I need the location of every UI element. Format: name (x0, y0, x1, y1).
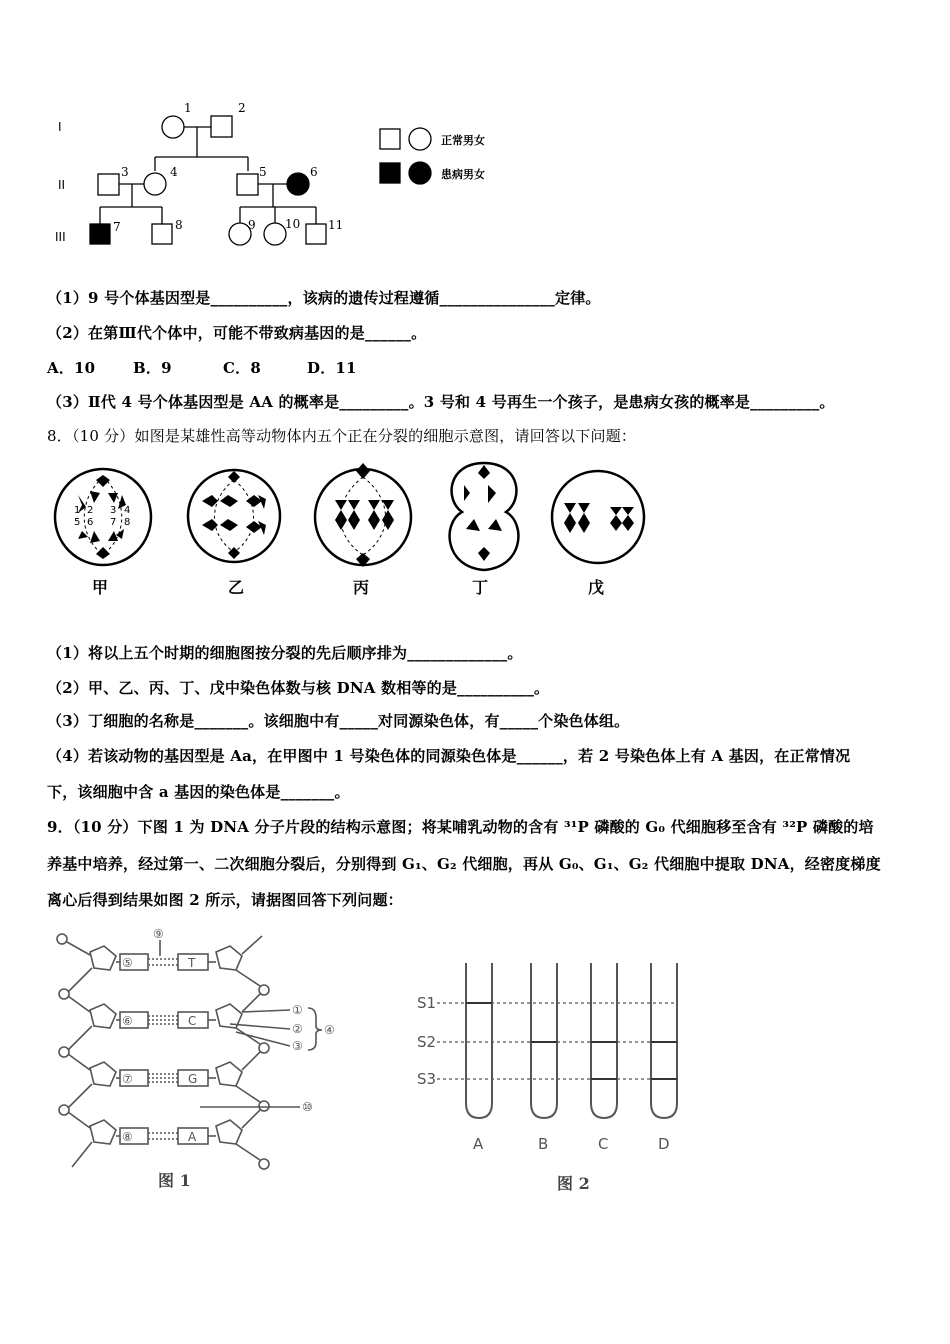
pedigree-individual-3 (98, 174, 119, 195)
generation-label: I (58, 120, 62, 134)
q9-stem-line3: 离心后得到结果如图 2 所示，请据图回答下列问题： (47, 891, 403, 909)
pedigree-individual-7 (90, 224, 110, 244)
pedigree-individual-10 (264, 223, 286, 245)
option-b: B．9 (133, 359, 172, 377)
q8-part1: （1）将以上五个时期的细胞图按分裂的先后顺序排为_____________。 (47, 644, 523, 662)
chromosome-number: 2 (87, 505, 94, 516)
dna-structure-figure (50, 922, 360, 1197)
pedigree-individual-4 (144, 173, 166, 195)
chromosome-number: 6 (87, 517, 94, 528)
figure1-caption: 图 1 (158, 1171, 191, 1190)
tube-label-d: D (658, 1135, 670, 1153)
individual-number: 9 (248, 218, 256, 232)
circled-label: ③ (292, 1039, 303, 1053)
individual-number: 10 (285, 217, 301, 231)
individual-number: 6 (310, 165, 318, 179)
cell-bing (315, 469, 411, 565)
option-d: D．11 (307, 359, 357, 377)
generation-label: II (58, 178, 66, 192)
chromosome-number: 7 (110, 517, 117, 528)
level-label-s2: S2 (417, 1033, 437, 1051)
level-label-s1: S1 (417, 994, 437, 1012)
q7-part2: （2）在第Ⅲ代个体中，可能不带致病基因的是______。 (47, 324, 427, 342)
base-label: A (188, 1130, 197, 1144)
tube-a (466, 963, 492, 1118)
tube-d (651, 963, 677, 1118)
circled-label: ⑥ (122, 1014, 133, 1028)
tube-b (531, 963, 557, 1118)
chromosome-number: 1 (74, 505, 81, 516)
cell-label-jia: 甲 (92, 578, 109, 597)
circled-label: ⑨ (153, 927, 164, 941)
chromosome-number: 3 (110, 505, 117, 516)
individual-number: 4 (170, 165, 178, 179)
individual-number: 1 (184, 101, 192, 115)
circled-label: ④ (324, 1023, 335, 1037)
pedigree-chart (50, 100, 520, 250)
option-a: A．10 (47, 359, 96, 377)
pedigree-individual-2 (211, 116, 232, 137)
level-label-s3: S3 (417, 1070, 437, 1088)
q8-part3: （3）丁细胞的名称是_______。该细胞中有_____对同源染色体，有_____个染色体组。 (47, 712, 630, 730)
option-c: C．8 (223, 359, 261, 377)
chromosome-number: 8 (124, 517, 131, 528)
circled-label: ② (292, 1022, 303, 1036)
circled-label: ⑦ (122, 1072, 133, 1086)
cell-label-wu: 戊 (588, 578, 605, 597)
q7-options (47, 357, 357, 378)
cell-division-figure (48, 455, 668, 605)
tube-label-b: B (538, 1135, 549, 1153)
q8-part2: （2）甲、乙、丙、丁、戊中染色体数与核 DNA 数相等的是__________。 (47, 679, 550, 697)
chromosome-number: 4 (124, 505, 131, 516)
individual-number: 3 (121, 165, 129, 179)
base-label: T (188, 956, 196, 970)
q8-part4-line2: 下，该细胞中含 a 基因的染色体是_______。 (47, 783, 350, 801)
chromosome-number: 5 (74, 517, 81, 528)
figure2-caption: 图 2 (557, 1174, 590, 1193)
cell-wu (552, 471, 644, 563)
pedigree-individual-6 (287, 173, 309, 195)
q9-stem-line2: 养基中培养，经过第一、二次细胞分裂后，分别得到 G₁、G₂ 代细胞，再从 G₀、G₁、G₂ 代细胞中提取 DNA，经密度梯度 (47, 855, 881, 873)
cell-label-bing: 丙 (353, 578, 370, 597)
tube-c (591, 963, 617, 1118)
legend-affected-label: 患病男女 (441, 168, 485, 181)
cell-label-yi: 乙 (228, 578, 245, 597)
q7-part3: （3）Ⅱ代 4 号个体基因型是 AA 的概率是_________。3 号和 4 号再生一个孩子，是患病女孩的概率是_________。 (47, 393, 835, 411)
circled-label: ⑩ (302, 1100, 313, 1114)
cell-label-ding: 丁 (472, 578, 489, 597)
legend-normal-label: 正常男女 (441, 134, 485, 147)
individual-number: 11 (328, 218, 344, 232)
base-label: C (188, 1014, 197, 1028)
pedigree-individual-11 (306, 224, 326, 244)
q9-stem-line1: 9．（10 分）下图 1 为 DNA 分子片段的结构示意图；将某哺乳动物的含有 ³¹P 磷酸的 G₀ 代细胞移至含有 ³²P 磷酸的培 (47, 818, 874, 836)
individual-number: 7 (113, 220, 121, 234)
circled-label: ⑧ (122, 1130, 133, 1144)
individual-number: 5 (259, 165, 267, 179)
individual-number: 8 (175, 218, 183, 232)
q7-part1: （1）9 号个体基因型是__________，该病的遗传过程遵循_______________定律。 (47, 289, 601, 307)
individual-number: 2 (238, 101, 246, 115)
circled-label: ⑤ (122, 956, 133, 970)
q8-part4-line1: （4）若该动物的基因型是 Aa，在甲图中 1 号染色体的同源染色体是______，若 2 号染色体上有 A 基因，在正常情况 (47, 747, 851, 765)
pedigree-individual-1 (162, 116, 184, 138)
base-label: G (188, 1072, 198, 1086)
generation-label: III (55, 230, 66, 244)
q8-stem: 8．（10 分）如图是某雄性高等动物体内五个正在分裂的细胞示意图，请回答以下问题： (47, 427, 637, 445)
pedigree-individual-8 (152, 224, 172, 244)
circled-label: ① (292, 1003, 303, 1017)
pedigree-individual-5 (237, 174, 258, 195)
centrifuge-tubes-figure (415, 955, 695, 1200)
tube-label-c: C (598, 1135, 609, 1153)
tube-label-a: A (473, 1135, 484, 1153)
